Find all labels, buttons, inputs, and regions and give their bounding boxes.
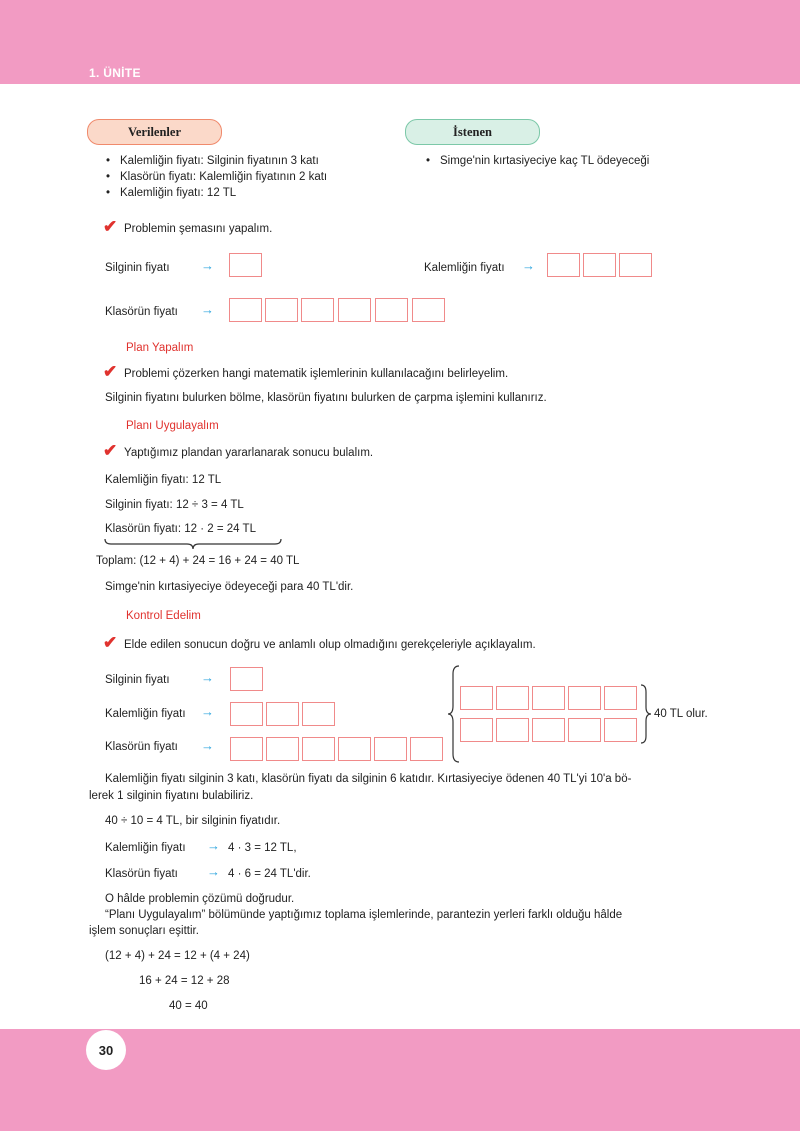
folder-box [374, 737, 407, 761]
folder-box [301, 298, 334, 322]
underbrace [103, 537, 283, 551]
arrow-icon: → [201, 704, 214, 719]
pencil-case-box [583, 253, 616, 277]
check-text: Elde edilen sonucun doğru ve anlamlı olup olmadığını gerekçeleriyle açıklayalım. [124, 639, 536, 651]
apply-heading: Planı Uygulayalım [126, 420, 219, 432]
pencil-case-box [547, 253, 580, 277]
equation: 16 + 24 = 12 + 28 [139, 975, 230, 987]
folder-box [412, 298, 445, 322]
folder-box [230, 737, 263, 761]
total-box [532, 686, 565, 710]
calc-line: 40 ÷ 10 = 4 TL, bir silginin fiyatıdır. [105, 815, 281, 827]
folder-box [338, 298, 371, 322]
calc-value: 4 · 6 = 24 TL'dir. [228, 868, 311, 880]
apply-total: Toplam: (12 + 4) + 24 = 16 + 24 = 40 TL [96, 555, 300, 567]
pencil-case-box [619, 253, 652, 277]
asked-title: İstenen [405, 119, 540, 145]
folder-box [410, 737, 443, 761]
equation: 40 = 40 [169, 1000, 208, 1012]
total-box [496, 718, 529, 742]
arrow-icon: → [201, 258, 214, 273]
plan-text: Silginin fiyatını bulurken bölme, klasörün fiyatını bulurken de çarpma işlemini kullanırız. [105, 392, 547, 404]
checkmark-icon: ✔ [103, 362, 118, 381]
total-box [460, 718, 493, 742]
check-heading: Kontrol Edelim [126, 610, 201, 622]
explanation-line: lerek 1 silginin fiyatını bulabiliriz. [89, 790, 254, 802]
checkmark-icon: ✔ [103, 217, 118, 236]
pencil-case-label: Kalemliğin fiyatı [424, 262, 505, 274]
folder-label: Klasörün fiyatı [105, 306, 178, 318]
arrow-icon: → [207, 864, 220, 879]
checkmark-icon: ✔ [103, 441, 118, 460]
total-box [532, 718, 565, 742]
checkmark-icon: ✔ [103, 633, 118, 652]
total-box [496, 686, 529, 710]
plan-heading: Plan Yapalım [126, 342, 194, 354]
eraser-label: Silginin fiyatı [105, 262, 170, 274]
eraser-box [230, 667, 263, 691]
given-item: • Kalemliğin fiyatı: Silginin fiyatının 3 katı [120, 155, 319, 167]
given-title: Verilenler [87, 119, 222, 145]
folder-box [302, 737, 335, 761]
apply-line: Kalemliğin fiyatı: 12 TL [105, 474, 222, 486]
total-box [460, 686, 493, 710]
note-line: “Planı Uygulayalım” bölümünde yaptığımız toplama işlemlerinde, parantezin yerleri farklı olduğu hâlde [105, 909, 623, 921]
folder-box [265, 298, 298, 322]
folder-box [375, 298, 408, 322]
arrow-icon: → [201, 302, 214, 317]
folder-box [229, 298, 262, 322]
conclusion: O hâlde problemin çözümü doğrudur. [105, 893, 295, 905]
apply-line: Silginin fiyatı: 12 ÷ 3 = 4 TL [105, 499, 244, 511]
left-brace [447, 664, 461, 764]
total-box [604, 718, 637, 742]
pencil-case-box [266, 702, 299, 726]
arrow-icon: → [522, 258, 535, 273]
calc-label: Klasörün fiyatı [105, 868, 178, 880]
calc-value: 4 · 3 = 12 TL, [228, 842, 297, 854]
note-line: işlem sonuçları eşittir. [89, 925, 199, 937]
total-label: 40 TL olur. [654, 708, 708, 720]
given-item: • Klasörün fiyatı: Kalemliğin fiyatının 2 katı [120, 171, 327, 183]
calc-label: Kalemliğin fiyatı [105, 842, 186, 854]
apply-result: Simge'nin kırtasiyeciye ödeyeceği para 40 TL'dir. [105, 581, 354, 593]
right-brace [640, 683, 652, 745]
total-box [568, 718, 601, 742]
asked-item: • Simge'nin kırtasiyeciye kaç TL ödeyeceği [440, 155, 649, 167]
plan-check-text: Problemi çözerken hangi matematik işlemlerinin kullanılacağını belirleyelim. [124, 368, 509, 380]
pencil-case-box [302, 702, 335, 726]
arrow-icon: → [207, 838, 220, 853]
folder-box [266, 737, 299, 761]
step-text: Problemin şemasını yapalım. [124, 223, 273, 235]
eraser-label: Silginin fiyatı [105, 674, 170, 686]
folder-label: Klasörün fiyatı [105, 741, 178, 753]
apply-check-text: Yaptığımız plandan yararlanarak sonucu bulalım. [124, 447, 374, 459]
unit-label: 1. ÜNİTE [89, 66, 141, 80]
folder-box [338, 737, 371, 761]
arrow-icon: → [201, 670, 214, 685]
page-number: 30 [86, 1030, 126, 1070]
total-box [568, 686, 601, 710]
pencil-case-box [230, 702, 263, 726]
total-box [604, 686, 637, 710]
given-item: • Kalemliğin fiyatı: 12 TL [120, 187, 236, 199]
apply-line: Klasörün fiyatı: 12 · 2 = 24 TL [105, 523, 256, 535]
equation: (12 + 4) + 24 = 12 + (4 + 24) [105, 950, 250, 962]
arrow-icon: → [201, 738, 214, 753]
pencil-case-label: Kalemliğin fiyatı [105, 708, 186, 720]
explanation-line: Kalemliğin fiyatı silginin 3 katı, klasörün fiyatı da silginin 6 katıdır. Kırtasiyeciye ödenen 40 TL'yi 10'a bö- [105, 773, 632, 785]
eraser-box [229, 253, 262, 277]
